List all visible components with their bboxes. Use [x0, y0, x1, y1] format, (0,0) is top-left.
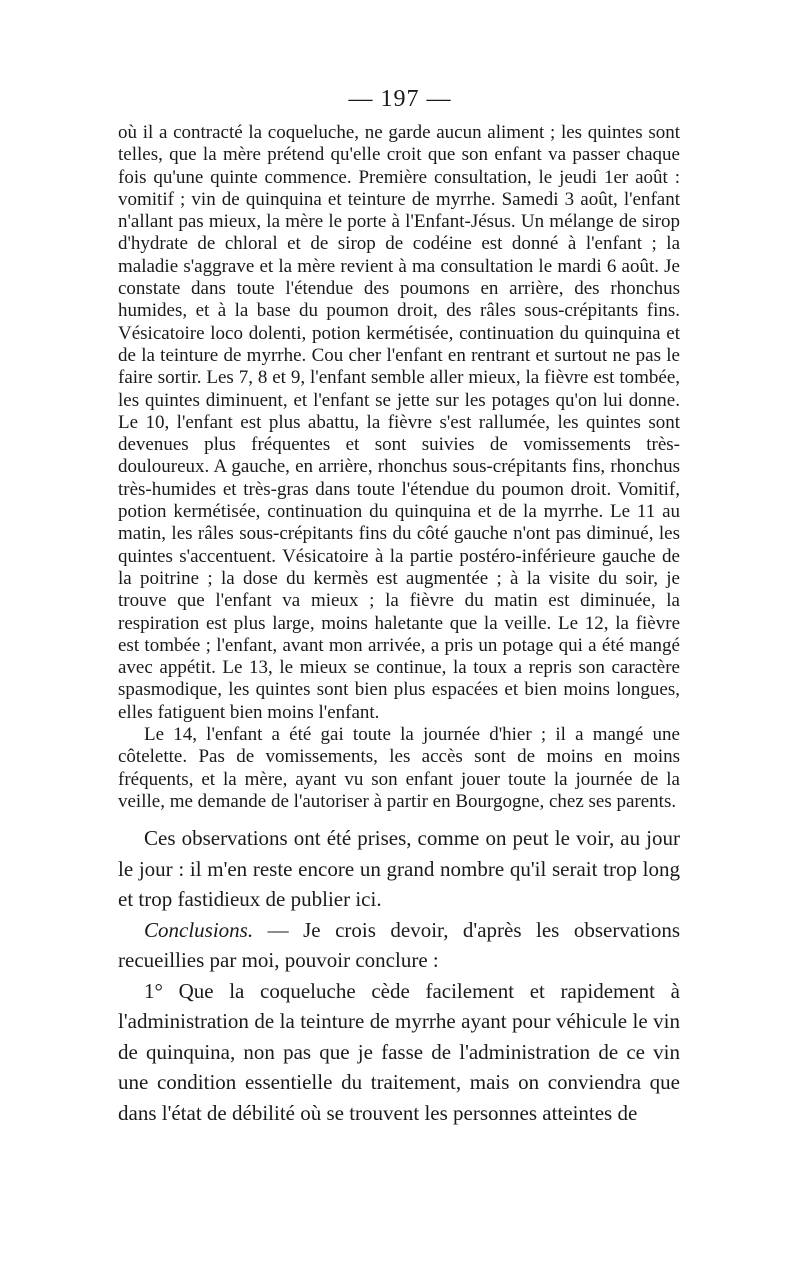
closing-text: [118, 823, 680, 1128]
paragraph-conclusion-1: 1° Que la coqueluche cède facilement et rapidement à l'administration de la teinture de myrrhe ayant pour véhicule le vin de quinquina, non pas que je fasse de l'administration de ce vin une condition essentielle du traitement, mais on conviendra que dans l'état de débilité où se trouvent les personnes atteintes de: [118, 978, 680, 1125]
paragraph-follow-up: Le 14, l'enfant a été gai toute la journée d'hier ; il a mangé une côtelette. Pas de vomissements, les accès sont de moins en moins fréquents, et la mère, ayant vu son enfant jouer toute la journée de la veille, me demande de l'autoriser à partir en Bourgogne, chez ses parents.: [118, 724, 680, 812]
conclusions-text: — Je crois devoir, d'après les observations recueillies par moi, pouvoir conclure :: [118, 917, 680, 973]
page-body: [118, 122, 680, 1128]
paragraph-observations-note: Ces observations ont été prises, comme on peut le voir, au jour le jour : il m'en reste encore un grand nombre qu'il serait trop long et trop fastidieux de publier ici.: [118, 826, 680, 912]
conclusions-label: Conclusions.: [144, 917, 254, 942]
case-report: [118, 122, 680, 813]
paragraph-conclusions-intro: [118, 915, 680, 976]
page-number: — 197 —: [348, 86, 452, 112]
paragraph-case-report: où il a contracté la coqueluche, ne garde aucun aliment ; les quintes sont telles, que la mère prétend qu'elle croit que son enfant va passer chaque fois qu'une quinte commence. Première consultation, le jeudi 1er août : vomitif ; vin de quinquina et teinture de myrrhe. Samedi 3 août, l'enfant n'allant pas mieux, la mère le porte à l'Enfant-Jésus. Un mélange de sirop d'hydrate de chloral et de sirop de codéine est donné à l'enfant ; la maladie s'aggrave et la mère revient à ma consultation le mardi 6 août. Je constate dans toute l'étendue des poumons en arrière, des rhonchus humides, et à la base du poumon droit, des râles sous-crépitants fins. Vésicatoire loco dolenti, potion kermétisée, continuation du quinquina et de la teinture de myrrhe. Cou cher l'enfant en rentrant et surtout ne pas le faire sortir. Les 7, 8 et 9, l'enfant semble aller mieux, la fièvre est tombée, les quintes diminuent, et l'enfant se jette sur les potages qu'on lui donne. Le 10, l'enfant est plus abattu, la fièvre s'est rallumée, les quintes sont devenues plus fréquentes et sont suivies de vomissements très-douloureux. A gauche, en arrière, rhonchus sous-crépitants fins, rhonchus très-humides et très-gras dans toute l'étendue du poumon droit. Vomitif, potion kermétisée, continuation du quinquina et de la myrrhe. Le 11 au matin, les râles sous-crépitants fins du côté gauche n'ont pas diminué, les quintes s'accentuent. Vésicatoire à la partie postéro-inférieure gauche de la poitrine ; la dose du kermès est augmentée ; à la visite du soir, je trouve que l'enfant va mieux ; la fièvre du matin est diminuée, la respiration est plus large, moins haletante que la veille. Le 12, la fièvre est tombée ; l'enfant, avant mon arrivée, a pris un potage qui a été mangé avec appétit. Le 13, le mieux se continue, la toux a repris son caractère spasmodique, les quintes sont bien plus espacées et bien moins longues, elles fatiguent bien moins l'enfant.: [118, 122, 680, 723]
